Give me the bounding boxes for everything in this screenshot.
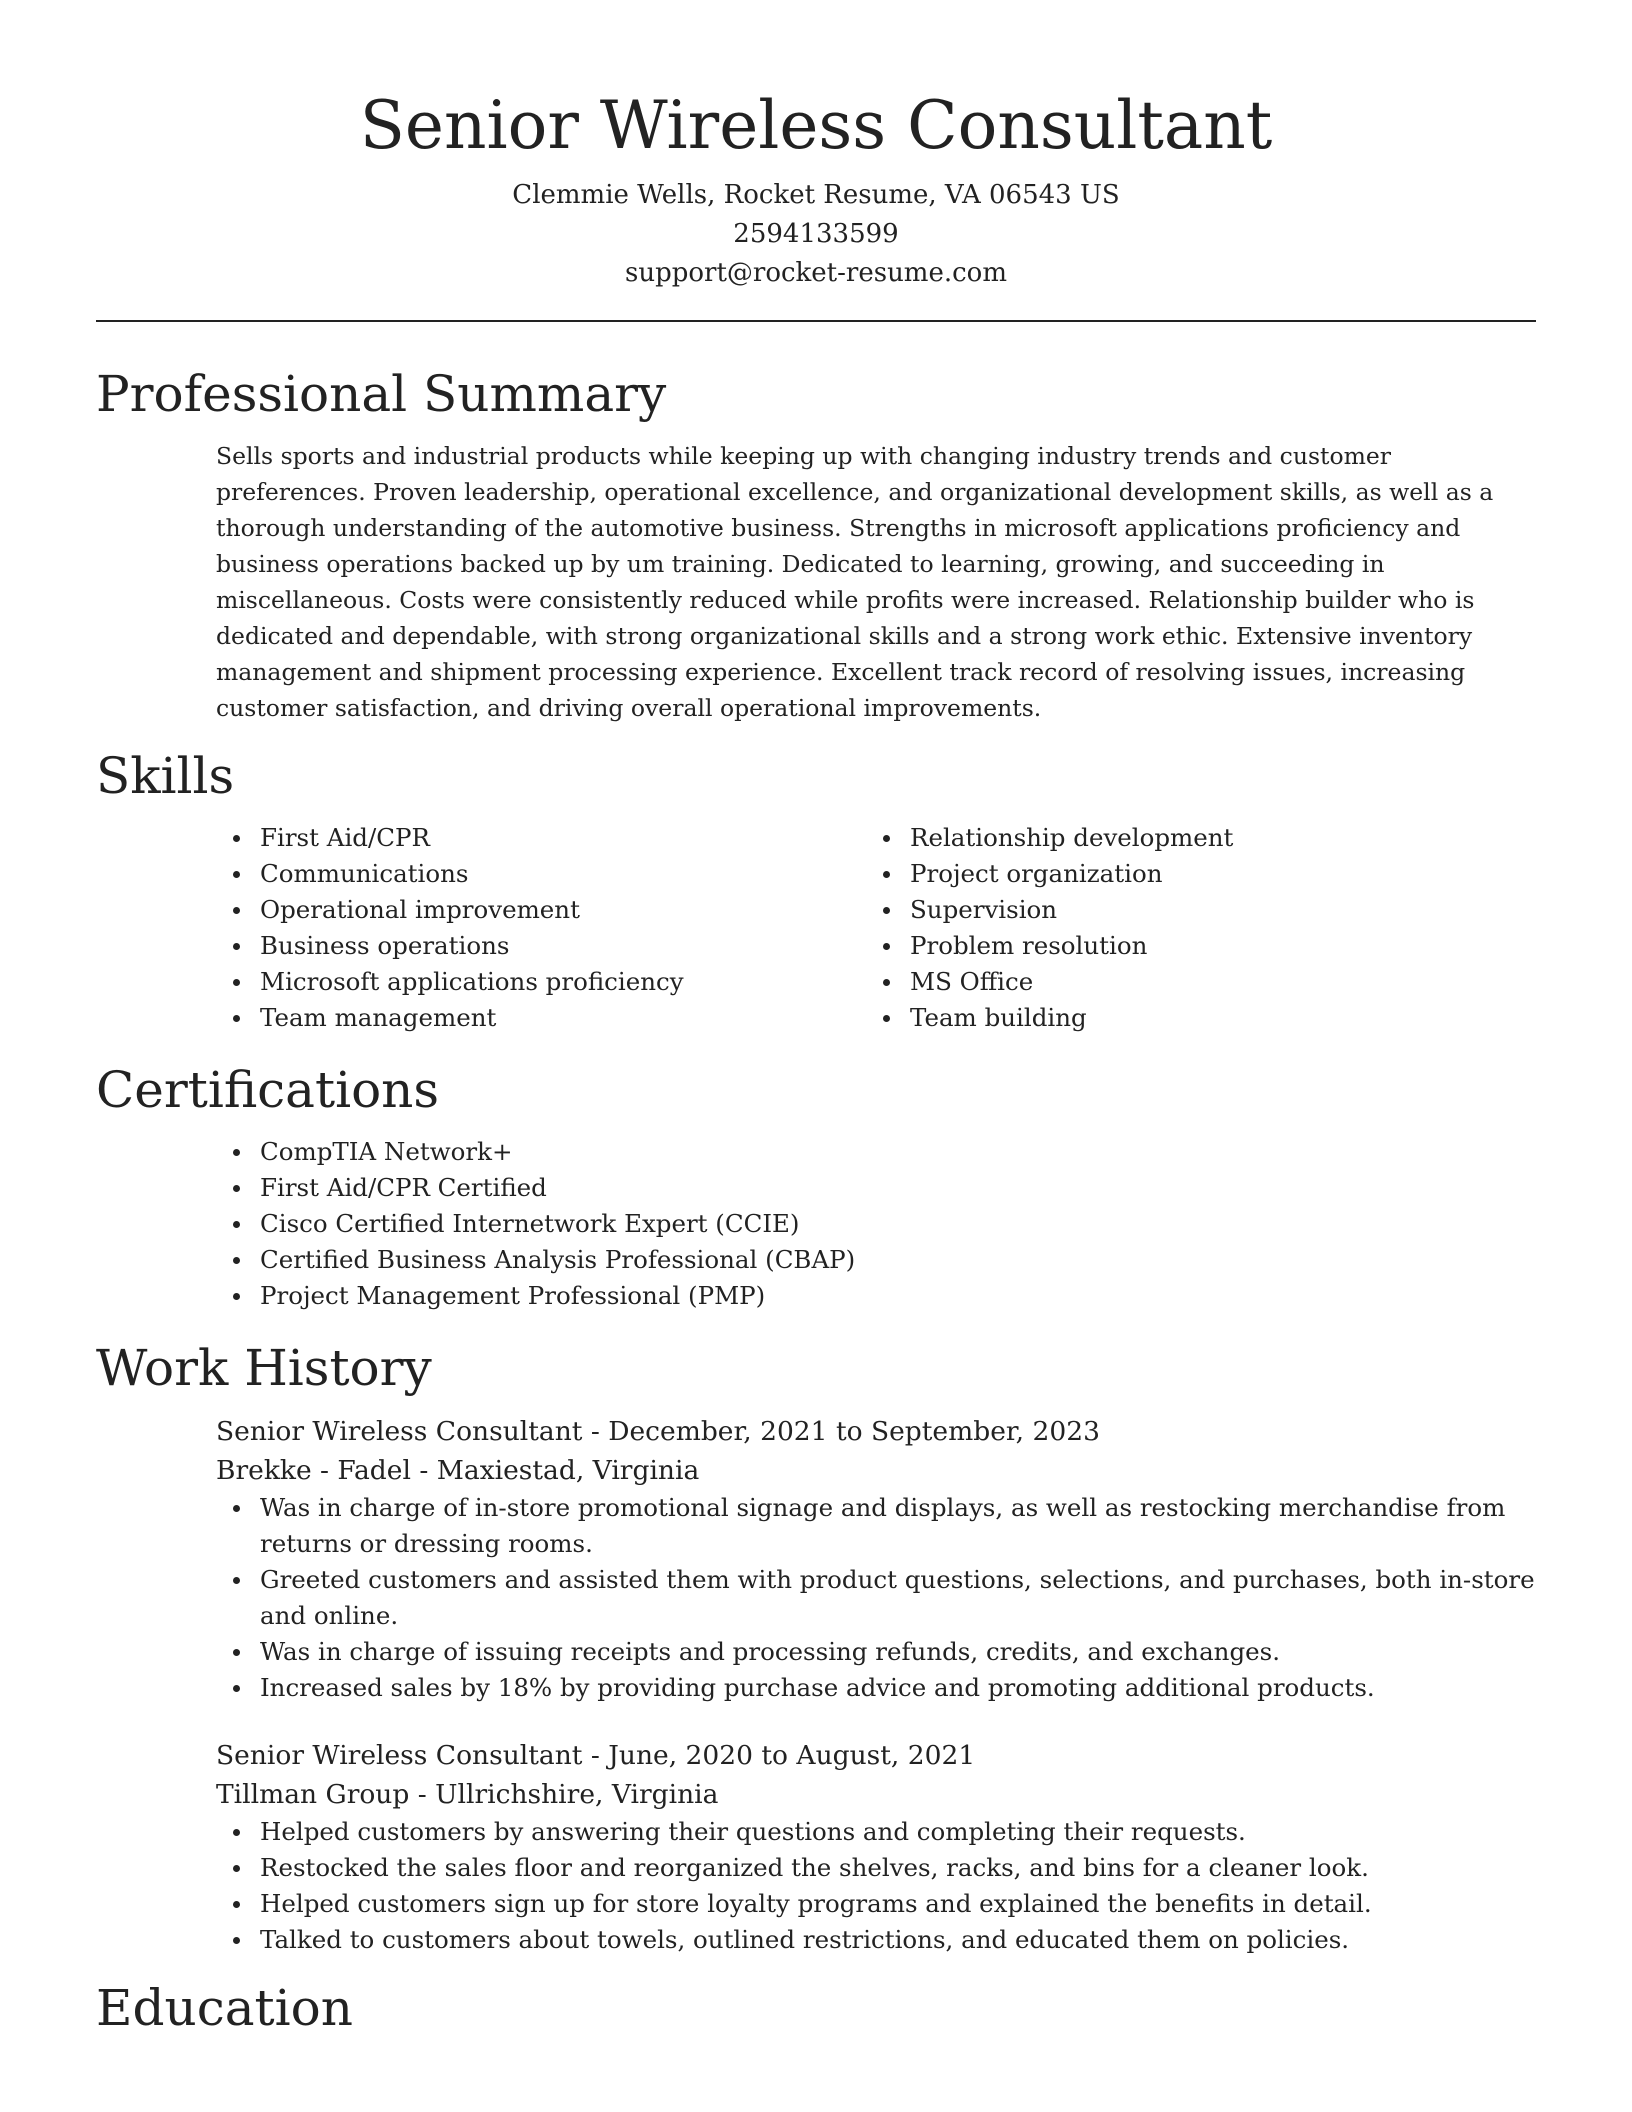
job-duty: Was in charge of issuing receipts and processing refunds, credits, and exchanges. xyxy=(96,1634,1536,1670)
skills-list-right xyxy=(746,820,1396,1036)
summary-section xyxy=(96,364,1536,726)
job-location-separator: - xyxy=(419,1455,437,1486)
skill-item: Business operations xyxy=(96,928,746,964)
skills-grid xyxy=(96,820,1536,1036)
certifications-list xyxy=(96,1134,1536,1314)
job-entry xyxy=(96,1736,1536,1958)
job-location-separator: - xyxy=(417,1779,436,1810)
contact-block xyxy=(0,176,1632,293)
certification-item: CompTIA Network+ xyxy=(96,1134,1536,1170)
certification-item: Certified Business Analysis Professional (CBAP) xyxy=(96,1242,1536,1278)
skills-column-left xyxy=(96,820,746,1036)
summary-heading: Professional Summary xyxy=(96,365,667,423)
skill-item: Problem resolution xyxy=(746,928,1396,964)
job-dates-separator: - xyxy=(590,1740,609,1771)
contact-email: support@rocket-resume.com xyxy=(624,258,1007,288)
skill-item: Operational improvement xyxy=(96,892,746,928)
certifications-heading: Certifications xyxy=(96,1061,440,1119)
skill-item: Project organization xyxy=(746,856,1396,892)
certification-item: Project Management Professional (PMP) xyxy=(96,1278,1536,1314)
skill-item: Team building xyxy=(746,1000,1396,1036)
job-dates: December, 2021 to September, 2023 xyxy=(608,1416,1100,1447)
skill-item: MS Office xyxy=(746,964,1396,1000)
summary-text: Sells sports and industrial products while keeping up with changing industry trends and customer preferences. Proven leadership, operational excellence, and organizational development skills, as well as a thorough understanding of the automotive business. Strengths in microsoft applications proficiency and business operations backed up by um training. Dedicated to learning, growing, and succeeding in miscellaneous. Costs were consistently reduced while profits were increased. Relationship builder who is dedicated and dependable, with strong organizational skills and a strong work ethic. Extensive inventory management and shipment processing experience. Excellent track record of resolving issues, increasing customer satisfaction, and driving overall operational improvements. xyxy=(216,442,1494,722)
job-duty: Talked to customers about towels, outlined restrictions, and educated them on policies. xyxy=(96,1922,1536,1958)
skills-heading: Skills xyxy=(96,747,235,805)
job-location: Maxiestad, Virginia xyxy=(436,1455,700,1486)
contact-address: Clemmie Wells, Rocket Resume, VA 06543 US xyxy=(512,180,1120,210)
certifications-section xyxy=(96,1060,1536,1314)
contact-phone: 2594133599 xyxy=(733,219,899,249)
skill-item: First Aid/CPR xyxy=(96,820,746,856)
skill-item: Communications xyxy=(96,856,746,892)
header-divider xyxy=(96,320,1536,322)
resume-title: Senior Wireless Consultant xyxy=(359,87,1273,164)
job-duty: Was in charge of in-store promotional signage and displays, as well as restocking merchandise from returns or dressing rooms. xyxy=(96,1490,1536,1562)
skill-item: Relationship development xyxy=(746,820,1396,856)
job-title-line xyxy=(216,1736,1536,1775)
job-title: Senior Wireless Consultant xyxy=(216,1416,583,1447)
job-dates: June, 2020 to August, 2021 xyxy=(608,1740,976,1771)
skill-item: Microsoft applications proficiency xyxy=(96,964,746,1000)
job-company-line xyxy=(216,1451,1536,1490)
work-history-section xyxy=(96,1338,1536,1958)
job-duties-list xyxy=(96,1490,1536,1706)
skill-item: Team management xyxy=(96,1000,746,1036)
job-location: Ullrichshire, Virginia xyxy=(435,1779,719,1810)
job-duties-list xyxy=(96,1814,1536,1958)
job-company-line xyxy=(216,1775,1536,1814)
job-company: Brekke - Fadel xyxy=(216,1455,411,1486)
job-duty: Helped customers sign up for store loyalty programs and explained the benefits in detail. xyxy=(96,1886,1536,1922)
job-title: Senior Wireless Consultant xyxy=(216,1740,583,1771)
education-heading: Education xyxy=(96,1979,353,2037)
job-title-line xyxy=(216,1412,1536,1451)
skill-item: Supervision xyxy=(746,892,1396,928)
resume-header xyxy=(0,0,1632,293)
education-section xyxy=(96,1978,1536,2038)
job-duty: Helped customers by answering their questions and completing their requests. xyxy=(96,1814,1536,1850)
job-duty: Greeted customers and assisted them with product questions, selections, and purchases, both in-store and online. xyxy=(96,1562,1536,1634)
skills-section xyxy=(96,746,1536,1036)
job-company: Tillman Group xyxy=(216,1779,410,1810)
work-history-heading: Work History xyxy=(96,1339,432,1397)
job-duty: Restocked the sales floor and reorganized the shelves, racks, and bins for a cleaner look. xyxy=(96,1850,1536,1886)
certification-item: Cisco Certified Internetwork Expert (CCIE) xyxy=(96,1206,1536,1242)
skills-list-left xyxy=(96,820,746,1036)
job-entry xyxy=(96,1412,1536,1706)
job-dates-separator: - xyxy=(590,1416,609,1447)
job-duty: Increased sales by 18% by providing purchase advice and promoting additional products. xyxy=(96,1670,1536,1706)
certification-item: First Aid/CPR Certified xyxy=(96,1170,1536,1206)
skills-column-right xyxy=(746,820,1396,1036)
